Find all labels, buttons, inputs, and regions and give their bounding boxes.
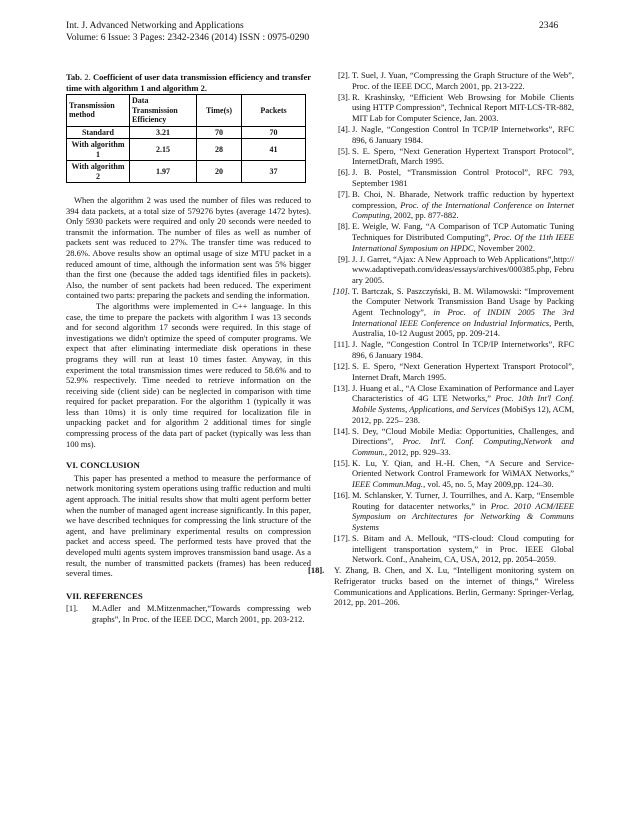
reference-item: [4]. J. Nagle, “Congestion Control In TCP/IP Internetworks”, RFC 896, 6 January 1984. — [337, 123, 574, 145]
results-table — [66, 94, 306, 183]
table-row — [67, 126, 306, 139]
left-column — [66, 72, 311, 625]
table-cell: 70 — [242, 126, 306, 139]
reference-item: [17]. S. Bitam and A. Mellouk, “ITS-cloud: Cloud computing for intelligent transportation system,” in Proc. IEEE Global Network. Conf., Anaheim, CA, USA, 2012, pp. 2054–2059. — [333, 533, 574, 565]
reference-item: [14]. S. Dey, “Cloud Mobile Media: Opportunities, Challenges, and Directions”, Proc. Int'l. Conf. Computing,Network and Commun., 2012, pp. 929–33. — [333, 425, 574, 457]
table-row — [67, 139, 306, 161]
reference-item: [3]. R. Krashinsky, “Efficient Web Browsing for Mobile Clients using HTTP Compression”, Technical Report MIT-LCS-TR-882, MIT Lab for Computer Science, Jan. 2003. — [337, 91, 574, 123]
reference-item: [11]. J. Nagle, “Congestion Control In TCP/IP Internetworks”, RFC 896, 6 January 1984. — [334, 339, 574, 360]
right-column — [308, 70, 575, 608]
volume-line: Volume: 6 Issue: 3 Pages: 2342-2346 (2014) ISSN : 0975-0290 — [66, 32, 310, 43]
table-cell: 3.21 — [130, 126, 197, 139]
table-cell: 28 — [197, 139, 242, 161]
reference-item: [18]. Y. Zhang, B. Chen, and X. Lu, “Intelligent monitoring system on Refrigerator trucks based on the internet of things,” Wireless Communications and Applications. Berlin, Germany: Springer-Verlag, 2012, pp. 201–206. — [308, 565, 574, 608]
reference-item: [13]. J. Huang et al., “A Close Examination of Performance and Layer Characteristics of 4G LTE Networks,” Proc. 10th Int'l Conf. Mobile Systems, Applications, and Services (MobiSys 12), ACM, 2012, pp. 225– 238. — [333, 382, 575, 425]
table-cell: 41 — [242, 139, 306, 161]
reference-item: [12]. S. E. Spero, “Next Generation Hypertext Transport Protocol”, Internet Draft, March 1995. — [333, 361, 574, 382]
body-paragraph: When the algorithm 2 was used the number of files was reduced to 394 data packets, at a total size of 579276 bytes (average 1472 bytes). Only 5930 packets were required and only 20 seconds were needed to transmit the information. The number of files as well as number of packets sent was reduced to 27%. The transfer time was reduced to 28.6%. Above results show an optimal usage of size MTU packet in a reduced amount of time, although the information sent was 5% bigger than the first one (because the added tags identified files in packets). Also, the number of sent packets had been reduced. The experiment contained two parts: preparing the packets and sending the information. — [66, 195, 311, 301]
references-heading: VII. REFERENCES — [66, 590, 143, 601]
table-header-cell: Data Transmission Efficiency — [130, 95, 197, 127]
table-header-cell: Transmission method — [67, 95, 130, 127]
running-header — [66, 20, 309, 44]
table-cell: With algorithm 1 — [67, 139, 130, 161]
reference-item: [5]. S. E. Spero, “Next Generation Hypertext Transport Protocol”, InternetDraft, March 1995. — [337, 145, 574, 167]
reference-item: [1]. M.Adler and M.Mitzenmacher,“Towards compressing web graphs”, In Proc. of the IEEE DCC, March 2001, pp. 203-212. — [66, 603, 311, 624]
conclusion-paragraph: This paper has presented a method to measure the performance of network monitoring system operations using traffic reduction and multi agent approach. The initial results show that multi agent perform better when the number of managed agent increase significantly. In this paper, we have described techniques for compressing the link structure of the agent, and have preliminary experimental results on compression packet and access speed. The performed tests have proved that the developed multi agents system improves transmission band usage. As a result, the number of transmitted packets (frames) has been reduced several times. — [66, 472, 311, 579]
table-cell: 2.15 — [130, 139, 197, 161]
reference-item: [9]. J. J. Garret, “Ajax: A New Approach to Web Applications”,http://www.adaptivepath.com/ideas/essays/archives/000385.php, February 2005. — [337, 253, 574, 285]
body-paragraph: The algorithms were implemented in C++ language. In this case, the time to prepare the packets with algorithm I was 13 seconds and for second algorithm 17 seconds were required. In this stage of investigations we didn't optimize the speed of computer programs. We expect that after eliminating intermediate disk operations in these programs they will run at least 10 times faster. Anyway, in this experiment the total transmission times were reduced to 58.6% and to 52.9% respectively. Time needed to retrieve information on the receiving side (client side) can be neglected in comparison with time required for packet preparation. For the algorithm 1 (typically it was less than 10ms) it is only time required for localization file in unpacking packet and for algorithm 2 additional times for single compressing process of the data part of packet (typically was less than 100 ms). — [66, 300, 311, 449]
reference-item: [16]. M. Schlansker, Y. Turner, J. Tourrilhes, and A. Karp, “Ensemble Routing for datacenter networks,” in Proc. 2010 ACM/IEEE Symposium on Architectures for Networking & Communs Systems — [333, 490, 574, 532]
table-cell: Standard — [67, 126, 130, 139]
journal-name: Int. J. Advanced Networking and Applications — [66, 20, 244, 31]
table-cell: With algorithm 2 — [67, 161, 130, 183]
table-header-cell: Time(s) — [197, 95, 242, 127]
table-cell: 37 — [242, 161, 306, 183]
table-header-cell: Packets — [242, 95, 306, 127]
table-row — [67, 161, 306, 183]
table-cell: 70 — [197, 126, 242, 139]
page-number: 2346 — [539, 20, 559, 31]
conclusion-heading: VI. CONCLUSION — [66, 460, 140, 471]
reference-item: [2]. T. Suel, J. Yuan, “Compressing the Graph Structure of the Web”, Proc. of the IEEE DCC, March 2001, pp. 213-222. — [337, 70, 574, 91]
reference-item: [8]. E. Weigle, W. Fang, “A Comparison of TCP Automatic Tuning Techniques for Distributed Computing”, Proc. Of the 11th IEEE International Symposium on HPDC, November 2002. — [337, 221, 574, 253]
reference-item: [15]. K. Lu, Y. Qian, and H.-H. Chen, “A Secure and Service- Oriented Network Control Framework for WiMAX Networks,” IEEE Commun.Mag., vol. 45, no. 5, May 2009,pp. 124–30. — [333, 457, 574, 490]
reference-item: [10]. T. Bartczak, S. Paszczyński, B. M. Wilamowski: “Improvement the Computer Network Transmission Band Usage by Packing Agent Technology”, in Proc. of INDIN 2005 The 3rd International IEEE Conference on Industrial Informatics, Perth, Australia, 10-12 August 2005, pp. 209-214. — [332, 285, 574, 339]
reference-item: [7]. B. Choi, N. Bharade, Network traffic reduction by hypertext compression, Proc. of the International Conference on Internet Computing, 2002, pp. 877-882. — [337, 189, 574, 221]
table-caption: Tab. 2. Coefficient of user data transmission efficiency and transfer time with algorithm 1 and algorithm 2. — [66, 72, 312, 93]
table-cell: 20 — [197, 161, 242, 183]
table-cell: 1.97 — [130, 161, 197, 183]
reference-item: [6]. J. B. Postel, “Transmission Control Protocol”, RFC 793, September 1981 — [337, 167, 574, 188]
table-header-row — [67, 95, 306, 127]
